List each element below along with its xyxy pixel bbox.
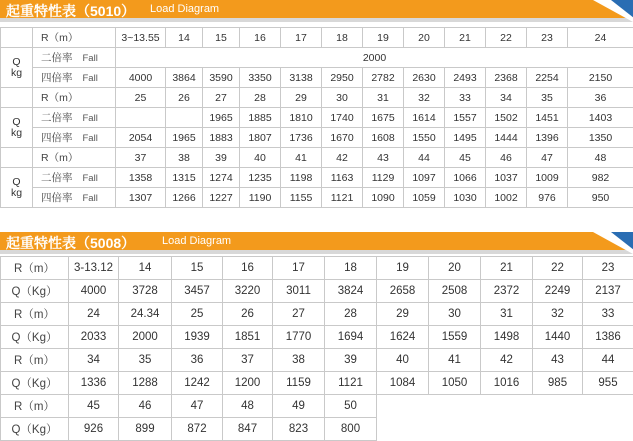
r-label: R（m） [33, 148, 116, 168]
q-value: 1396 [527, 128, 568, 148]
q-value: 1670 [322, 128, 363, 148]
table2-subtitle: Load Diagram [162, 235, 231, 247]
q-value: 1200 [223, 372, 273, 395]
q-unit-label [1, 168, 33, 208]
rate-four-label: 四倍率 [41, 72, 73, 84]
r-value: 34 [486, 88, 527, 108]
q-value: 1444 [486, 128, 527, 148]
rate-label [33, 68, 116, 88]
r-value: 3-13.12 [69, 257, 119, 280]
q-value: 2782 [363, 68, 404, 88]
rate-label [33, 108, 116, 128]
r-value: 45 [445, 148, 486, 168]
r-value: 34 [69, 349, 119, 372]
q-value: 1190 [240, 188, 281, 208]
table-row [1, 48, 633, 68]
r-value: 47 [527, 148, 568, 168]
q-value: 1235 [240, 168, 281, 188]
r-value: 32 [533, 303, 583, 326]
r-value: 44 [404, 148, 445, 168]
q-value: 1608 [363, 128, 404, 148]
fall-label: Fall [83, 133, 98, 144]
r-value: 21 [445, 28, 486, 48]
q-value: 1883 [203, 128, 240, 148]
r-value: 46 [486, 148, 527, 168]
q-value: 926 [69, 418, 119, 441]
q-value: 1274 [203, 168, 240, 188]
r-value: 3~13.55 [116, 28, 166, 48]
table1-title: 起重特性表（5010） [6, 1, 135, 21]
r-label: R（m） [1, 257, 69, 280]
table-row [1, 108, 633, 128]
r-value: 38 [166, 148, 203, 168]
r-value: 46 [119, 395, 172, 418]
q-value: 955 [583, 372, 633, 395]
q-value: 1885 [240, 108, 281, 128]
q-value: 3011 [273, 280, 325, 303]
q-value: 2249 [533, 280, 583, 303]
q-value: 2630 [404, 68, 445, 88]
r-value: 33 [583, 303, 633, 326]
banner-corner-decoration [611, 232, 633, 254]
table2-banner [0, 232, 633, 254]
r-label-spacer [1, 88, 33, 108]
r-value: 17 [273, 257, 325, 280]
r-label: R（m） [33, 88, 116, 108]
q-value: 899 [119, 418, 172, 441]
empty-cell [377, 395, 633, 418]
q-unit-label [1, 108, 33, 148]
q-value: 1121 [322, 188, 363, 208]
q-value: 1851 [223, 326, 273, 349]
r-value: 27 [203, 88, 240, 108]
r-value: 14 [166, 28, 203, 48]
q-value: 3457 [172, 280, 223, 303]
table-row [1, 395, 633, 418]
r-value: 28 [240, 88, 281, 108]
q-value: 2493 [445, 68, 486, 88]
q-value: 1121 [325, 372, 377, 395]
rate-four-label: 四倍率 [41, 192, 73, 204]
q-value: 1740 [322, 108, 363, 128]
rate-four-label: 四倍率 [41, 132, 73, 144]
rate-two-label: 二倍率 [41, 112, 73, 124]
r-value: 21 [481, 257, 533, 280]
q-value: 1227 [203, 188, 240, 208]
r-value: 20 [404, 28, 445, 48]
r-value: 19 [377, 257, 429, 280]
q-value: 847 [223, 418, 273, 441]
q-value [166, 108, 203, 128]
q-value: 1336 [69, 372, 119, 395]
r-value: 19 [363, 28, 404, 48]
table-row [1, 349, 633, 372]
q-value: 1559 [429, 326, 481, 349]
table-row [1, 168, 633, 188]
q-value: 1050 [429, 372, 481, 395]
table1-banner [0, 0, 633, 22]
q-value: 1266 [166, 188, 203, 208]
r-value: 27 [273, 303, 325, 326]
q-value: 1440 [533, 326, 583, 349]
q-value: 1129 [363, 168, 404, 188]
q-value: 3350 [240, 68, 281, 88]
r-value: 24.34 [119, 303, 172, 326]
q-value: 823 [273, 418, 325, 441]
load-table-5010 [0, 27, 633, 208]
r-value: 14 [119, 257, 172, 280]
r-value: 41 [281, 148, 322, 168]
fall-label: Fall [83, 113, 98, 124]
q-value: 872 [172, 418, 223, 441]
q-value: 2368 [486, 68, 527, 88]
r-value: 23 [583, 257, 633, 280]
r-value: 24 [568, 28, 633, 48]
q-value: 2950 [322, 68, 363, 88]
fall-label: Fall [83, 53, 98, 64]
q-value [116, 108, 166, 128]
q-value: 2000 [116, 48, 633, 68]
q-value: 950 [568, 188, 633, 208]
q-value: 1358 [116, 168, 166, 188]
q-value: 1557 [445, 108, 486, 128]
fall-label: Fall [83, 73, 98, 84]
q-label: Q（Kg） [1, 418, 69, 441]
table-row [1, 372, 633, 395]
q-value: 3138 [281, 68, 322, 88]
r-value: 18 [325, 257, 377, 280]
fall-label: Fall [83, 173, 98, 184]
rate-label [33, 188, 116, 208]
r-value: 48 [223, 395, 273, 418]
q-value: 2000 [119, 326, 172, 349]
r-value: 48 [568, 148, 633, 168]
q-value: 1059 [404, 188, 445, 208]
q-value: 1807 [240, 128, 281, 148]
r-label: R（m） [1, 395, 69, 418]
r-value: 22 [533, 257, 583, 280]
q-value: 1307 [116, 188, 166, 208]
q-unit-text: Q kg [11, 176, 22, 199]
q-value: 2054 [116, 128, 166, 148]
q-value: 1810 [281, 108, 322, 128]
r-value: 36 [172, 349, 223, 372]
q-value: 1965 [166, 128, 203, 148]
q-value: 982 [568, 168, 633, 188]
q-value: 2372 [481, 280, 533, 303]
r-value: 50 [325, 395, 377, 418]
rate-label [33, 168, 116, 188]
q-value: 1624 [377, 326, 429, 349]
q-value: 1386 [583, 326, 633, 349]
q-value: 1675 [363, 108, 404, 128]
q-value: 1498 [481, 326, 533, 349]
q-value: 1614 [404, 108, 445, 128]
rate-label [33, 128, 116, 148]
r-value: 40 [240, 148, 281, 168]
q-value: 1694 [325, 326, 377, 349]
table-row [1, 418, 633, 441]
q-value: 1770 [273, 326, 325, 349]
r-label: R（m） [1, 349, 69, 372]
table-row [1, 257, 633, 280]
q-label: Q（Kg） [1, 372, 69, 395]
r-label-spacer [1, 28, 33, 48]
load-table-5008 [0, 256, 633, 441]
q-value: 3728 [119, 280, 172, 303]
r-value: 35 [119, 349, 172, 372]
q-label: Q（Kg） [1, 280, 69, 303]
table-row [1, 280, 633, 303]
q-value: 1502 [486, 108, 527, 128]
q-value: 976 [527, 188, 568, 208]
q-unit-text: Q kg [11, 56, 22, 79]
q-value: 2137 [583, 280, 633, 303]
q-value: 1159 [273, 372, 325, 395]
r-value: 33 [445, 88, 486, 108]
r-value: 43 [363, 148, 404, 168]
r-value: 26 [166, 88, 203, 108]
q-value: 3824 [325, 280, 377, 303]
r-value: 16 [240, 28, 281, 48]
r-value: 23 [527, 28, 568, 48]
r-value: 32 [404, 88, 445, 108]
table-row [1, 68, 633, 88]
q-value: 1550 [404, 128, 445, 148]
q-value: 1965 [203, 108, 240, 128]
empty-cell [377, 418, 633, 441]
q-value: 1198 [281, 168, 322, 188]
r-value: 30 [322, 88, 363, 108]
r-value: 29 [377, 303, 429, 326]
q-value: 1315 [166, 168, 203, 188]
table-row [1, 128, 633, 148]
q-value: 1736 [281, 128, 322, 148]
q-value: 1090 [363, 188, 404, 208]
q-value: 3590 [203, 68, 240, 88]
q-value: 2150 [568, 68, 633, 88]
q-value: 1155 [281, 188, 322, 208]
q-value: 1066 [445, 168, 486, 188]
q-value: 1350 [568, 128, 633, 148]
q-value: 1451 [527, 108, 568, 128]
q-value: 1242 [172, 372, 223, 395]
r-value: 25 [116, 88, 166, 108]
r-value: 15 [203, 28, 240, 48]
r-label: R（m） [1, 303, 69, 326]
r-value: 26 [223, 303, 273, 326]
r-value: 15 [172, 257, 223, 280]
r-value: 38 [273, 349, 325, 372]
r-value: 36 [568, 88, 633, 108]
table-row [1, 148, 633, 168]
q-value: 1002 [486, 188, 527, 208]
q-unit-text: Q kg [11, 116, 22, 139]
q-value: 1009 [527, 168, 568, 188]
r-value: 25 [172, 303, 223, 326]
table2-title: 起重特性表（5008） [6, 233, 135, 253]
table-row [1, 303, 633, 326]
table-row [1, 188, 633, 208]
q-value: 1495 [445, 128, 486, 148]
table-row [1, 326, 633, 349]
r-value: 28 [325, 303, 377, 326]
banner-corner-decoration [611, 0, 633, 22]
r-value: 31 [481, 303, 533, 326]
r-value: 37 [116, 148, 166, 168]
q-value: 800 [325, 418, 377, 441]
r-value: 31 [363, 88, 404, 108]
r-value: 42 [322, 148, 363, 168]
q-value: 1939 [172, 326, 223, 349]
q-value: 985 [533, 372, 583, 395]
q-value: 2254 [527, 68, 568, 88]
fall-label: Fall [83, 193, 98, 204]
rate-label [33, 48, 116, 68]
r-value: 41 [429, 349, 481, 372]
r-value: 18 [322, 28, 363, 48]
r-label: R（m） [33, 28, 116, 48]
r-value: 40 [377, 349, 429, 372]
q-value: 4000 [116, 68, 166, 88]
r-value: 49 [273, 395, 325, 418]
q-value: 3220 [223, 280, 273, 303]
q-value: 1288 [119, 372, 172, 395]
r-value: 16 [223, 257, 273, 280]
r-value: 24 [69, 303, 119, 326]
q-value: 1016 [481, 372, 533, 395]
r-value: 44 [583, 349, 633, 372]
q-value: 1097 [404, 168, 445, 188]
q-value: 1084 [377, 372, 429, 395]
r-label-spacer [1, 148, 33, 168]
q-value: 3864 [166, 68, 203, 88]
r-value: 43 [533, 349, 583, 372]
r-value: 39 [203, 148, 240, 168]
q-value: 1030 [445, 188, 486, 208]
r-value: 47 [172, 395, 223, 418]
r-value: 20 [429, 257, 481, 280]
rate-two-label: 二倍率 [41, 172, 73, 184]
q-value: 1037 [486, 168, 527, 188]
q-value: 1163 [322, 168, 363, 188]
r-value: 45 [69, 395, 119, 418]
rate-two-label: 二倍率 [41, 52, 73, 64]
table1-subtitle: Load Diagram [150, 3, 219, 15]
q-unit-label [1, 48, 33, 88]
r-value: 35 [527, 88, 568, 108]
q-value: 2033 [69, 326, 119, 349]
r-value: 30 [429, 303, 481, 326]
q-value: 4000 [69, 280, 119, 303]
q-value: 2658 [377, 280, 429, 303]
table-row [1, 88, 633, 108]
table-row [1, 28, 633, 48]
r-value: 29 [281, 88, 322, 108]
q-value: 2508 [429, 280, 481, 303]
q-label: Q（Kg） [1, 326, 69, 349]
q-value: 1403 [568, 108, 633, 128]
r-value: 39 [325, 349, 377, 372]
r-value: 22 [486, 28, 527, 48]
r-value: 42 [481, 349, 533, 372]
r-value: 17 [281, 28, 322, 48]
r-value: 37 [223, 349, 273, 372]
